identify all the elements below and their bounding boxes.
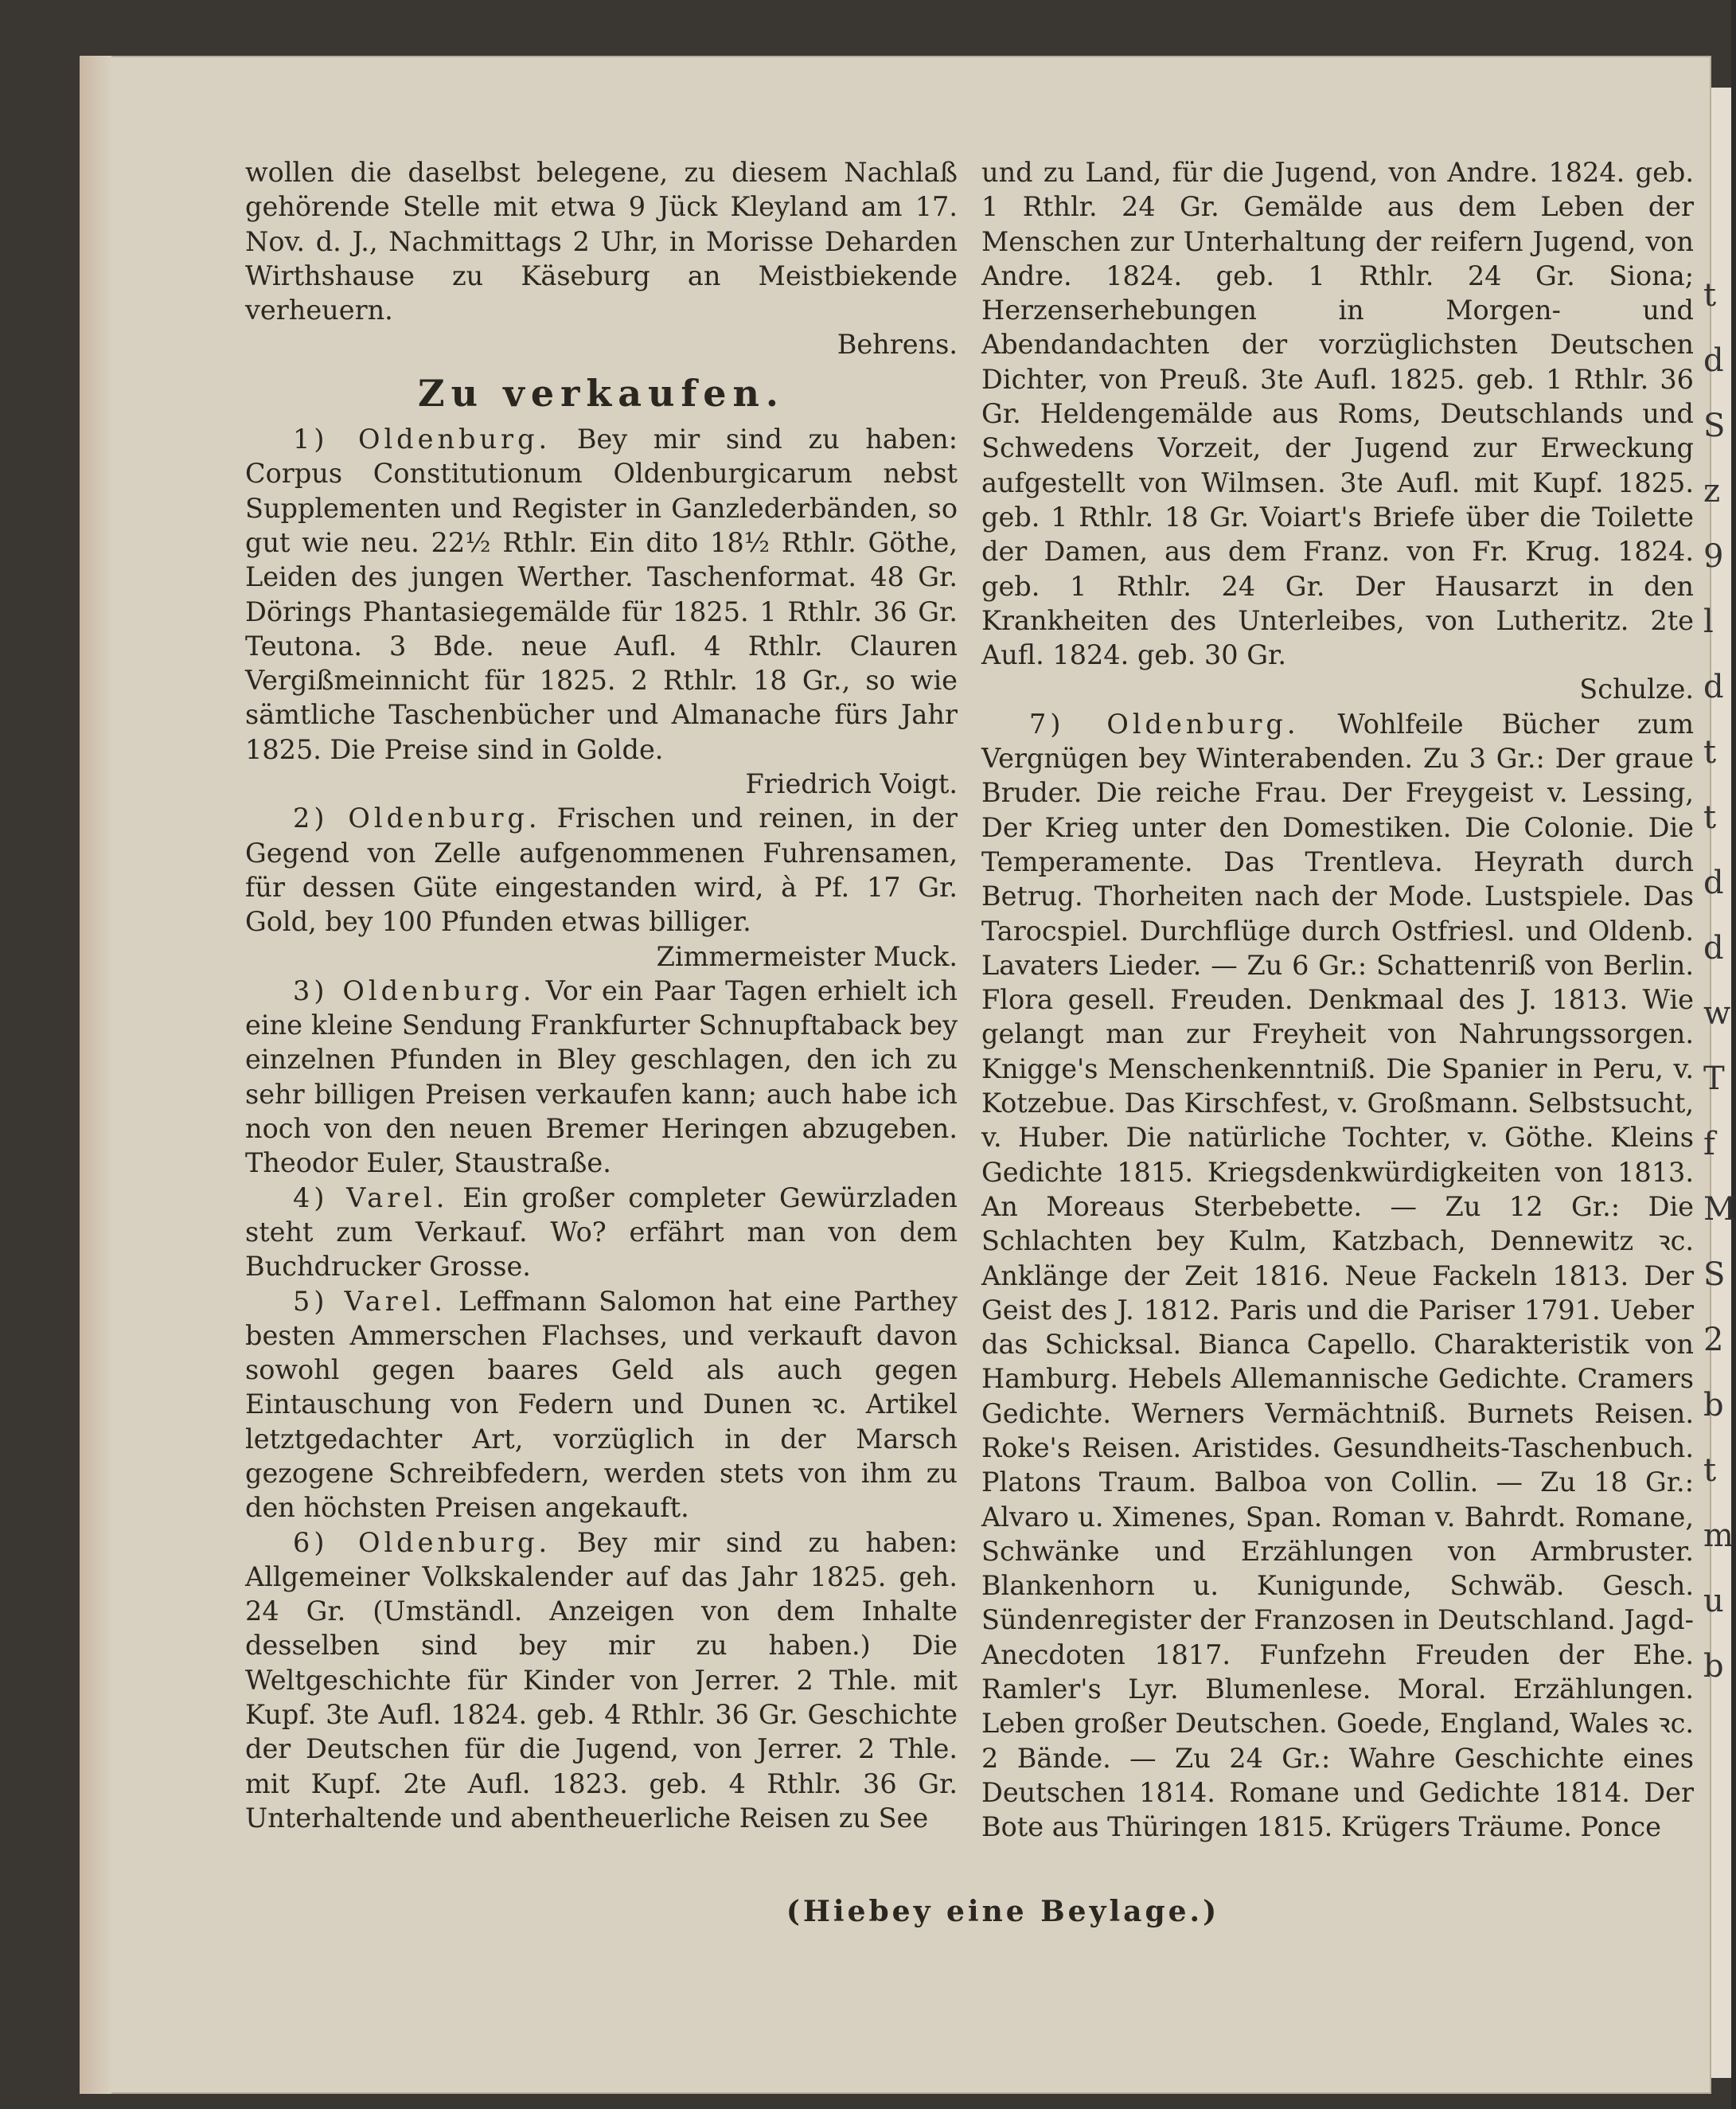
ad-5-text: Leffmann Salomon hat eine Parthey besten Ammerschen Flachses, und verkauft davon sowohl gegen baares Geld als auch gegen Eintauschung von Federn und Dunen ꝛc. Artikel letztgedachter Art, vorzüglich in der Marsch gezogene Schreibfedern, werden stets von ihm zu den höchsten Preisen angekauft. xyxy=(245,1285,958,1524)
adjacent-page-letters xyxy=(1703,263,1736,1699)
adjacent-page-letter: d xyxy=(1703,669,1724,705)
adjacent-page-letter: S xyxy=(1703,1256,1726,1293)
supplement-note: (Hiebey eine Beylage.) xyxy=(786,1895,1220,1928)
ad-6-signature: Schulze. xyxy=(1579,674,1694,705)
adjacent-page-letter: b xyxy=(1703,1648,1724,1685)
ad-5 xyxy=(245,1284,958,1525)
ad-7-text: Wohlfeile Bücher zum Vergnügen bey Winterabenden. Zu 3 Gr.: Der graue Bruder. Die reiche Frau. Der Freygeist v. Lessing, Der Krieg unter den Domestiken. Die Colonie. Die Temperamente. Das Trentleva. Heyrath durch Betrug. Thorheiten nach der Mode. Lustspiele. Das Tarocspiel. Durchflüge durch Ostfriesl. und Oldenb. Lavaters Lieder. — Zu 6 Gr.: Schattenriß von Berlin. Flora gesell. Freuden. Denkmaal des J. 1813. Wie gelangt man zur Freyheit von Nahrungssorgen. Knigge's Menschenkenntniß. Die Spanier in Peru, v. Kotzebue. Das Kirschfest, v. Großmann. Selbstsucht, v. Huber. Die natürliche Tochter, v. Göthe. Kleins Gedichte 1815. Kriegsdenkwürdigkeiten von 1813. An Moreaus Sterbebette. — Zu 12 Gr.: Die Schlachten bey Kulm, Katzbach, Dennewitz ꝛc. Anklänge der Zeit 1816. Neue Fackeln 1813. Der Geist des J. 1812. Paris und die Pariser 1791. Ueber das Schicksal. Bianca Capello. Charakteristik von Hamburg. Hebels Allemannische Gedichte. Cramers Gedichte. Werners Vermächtniß. Burnets Reisen. Roke's Reisen. Aristides. Gesundheits-Taschenbuch. Platons Traum. Balboa von Collin. — Zu 18 Gr.: Alvaro u. Ximenes, Span. Roman v. Bahrdt. Romane, Schwänke und Erzählungen von Armbruster. Blankenhorn u. Kunigunde, Schwäb. Gesch. Sündenregister der Franzosen in Deutschland. Jagd-Anecdoten 1817. Funfzehn Freuden der Ehe. Ramler's Lyr. Blumenlese. Moral. Erzählungen. Leben großer Deutschen. Goede, England, Wales ꝛc. 2 Bände. — Zu 24 Gr.: Wahre Geschichte eines Deutschen 1814. Romane und Gedichte 1814. Der Bote aus Thüringen 1815. Krügers Träume. Ponce xyxy=(981,708,1694,1843)
ad-6-text: Bey mir sind zu haben: Allgemeiner Volkskalender auf das Jahr 1825. geh. 24 Gr. (Umständl. Anzeigen von dem Inhalte desselben sind bey mir zu haben.) Die Weltgeschichte für Kinder von Jerrer. 2 Thle. mit Kupf. 3te Aufl. 1824. geb. 4 Rthlr. 36 Gr. Geschichte der Deutschen für die Jugend, von Jerrer. 2 Thle. mit Kupf. 2te Aufl. 1823. geb. 4 Rthlr. 36 Gr. Unterhaltende und abentheuerliche Reisen zu See xyxy=(245,1526,958,1834)
ad-1-text: Bey mir sind zu haben: Corpus Constitutionum Oldenburgicarum nebst Supplementen und Register in Ganzlederbänden, so gut wie neu. 22½ Rthlr. Ein dito 18½ Rthlr. Göthe, Leiden des jungen Werther. Taschenformat. 48 Gr. Dörings Phantasiegemälde für 1825. 1 Rthlr. 36 Gr. Teutona. 3 Bde. neue Aufl. 4 Rthlr. Clauren Vergißmeinnicht für 1825. 2 Rthlr. 18 Gr., so wie sämtliche Taschenbücher und Almanache fürs Jahr 1825. Die Preise sind in Golde. xyxy=(245,424,958,765)
ad-2-signature: Zimmermeister Muck. xyxy=(656,940,958,972)
adjacent-page-letter: 2 xyxy=(1703,1322,1724,1358)
adjacent-page-letter: z xyxy=(1703,473,1721,510)
adjacent-page-letter: l xyxy=(1703,603,1714,640)
ad-4 xyxy=(245,1181,958,1284)
adjacent-page-letter: S xyxy=(1703,408,1726,444)
adjacent-page-letter: w xyxy=(1703,995,1731,1032)
ad-7-place: 7) Oldenburg. xyxy=(1029,708,1300,740)
ad-6 xyxy=(245,1525,958,1836)
ad-2 xyxy=(245,801,958,939)
intro-notice: wollen die daselbst belegene, zu diesem Nachlaß gehörende Stelle mit etwa 9 Jück Kleyland am 17. Nov. d. J., Nachmittags 2 Uhr, in Morisse Deharden Wirthshause zu Käseburg an Meistbiekende verheuern. xyxy=(245,157,958,326)
adjacent-page-letter: t xyxy=(1703,799,1717,836)
ad-4-text: Ein großer completer Gewürzladen steht zum Verkauf. Wo? erfährt man von dem Buchdrucker Grosse. xyxy=(245,1181,958,1283)
adjacent-page-letter: T xyxy=(1703,1060,1725,1097)
adjacent-page-letter: d xyxy=(1703,930,1724,967)
ad-7 xyxy=(981,707,1694,1845)
left-column xyxy=(245,155,958,1835)
ad-3 xyxy=(245,974,958,1181)
right-column xyxy=(981,155,1694,1845)
ad-3-place: 3) Oldenburg. xyxy=(293,974,536,1006)
ad-3-signature: Theodor Euler, Staustraße. xyxy=(245,1147,611,1179)
adjacent-page-letter: t xyxy=(1703,1452,1717,1489)
ad-1 xyxy=(245,422,958,767)
ad-2-text: Frischen und reinen, in der Gegend von Zelle aufgenommenen Fuhrensamen, für dessen Güte eingestanden wird, à Pf. 17 Gr. Gold, bey 100 Pfunden etwas billiger. xyxy=(245,803,958,938)
ad-2-place: 2) Oldenburg. xyxy=(293,803,541,834)
adjacent-page-letter: d xyxy=(1703,342,1724,379)
page-edge-shadow xyxy=(80,56,111,2094)
section-heading: Zu verkaufen. xyxy=(418,371,785,415)
ad-4-place: 4) Varel. xyxy=(293,1181,449,1213)
ad-3-text: Vor ein Paar Tagen erhielt ich eine kleine Sendung Frankfurter Schnupftaback bey einzelnen Pfunden in Bley geschlagen, den ich zu sehr billigen Preisen verkaufen kann; auch habe ich noch von den neuen Bremer Heringen abzugeben. xyxy=(245,974,958,1145)
intro-signature: Behrens. xyxy=(837,329,958,361)
ad-6-place: 6) Oldenburg. xyxy=(293,1526,552,1558)
adjacent-page-letter: t xyxy=(1703,277,1717,314)
ad-1-place: 1) Oldenburg. xyxy=(293,424,552,455)
ad-5-place: 5) Varel. xyxy=(293,1285,447,1317)
ad-6-continued: und zu Land, für die Jugend, von Andre. 1824. geb. 1 Rthlr. 24 Gr. Gemälde aus dem Leben der Menschen zur Unterhaltung der reifern Jugend, von Andre. 1824. geb. 1 Rthlr. 24 Gr. Siona; Herzenserhebungen in Morgen- und Abendandachten der vorzüglichsten Deutschen Dichter, von Preuß. 3te Aufl. 1825. geb. 1 Rthlr. 36 Gr. Heldengemälde aus Roms, Deutschlands und Schwedens Vorzeit, der Jugend zur Erweckung aufgestellt von Wilmsen. 3te Aufl. mit Kupf. 1825. geb. 1 Rthlr. 18 Gr. Voiart's Briefe über die Toilette der Damen, aus dem Franz. von Fr. Krug. 1824. geb. 1 Rthlr. 24 Gr. Der Hausarzt in den Krankheiten des Unterleibes, von Lutheritz. 2te Aufl. 1824. geb. 30 Gr. xyxy=(981,157,1694,671)
adjacent-page-letter: u xyxy=(1703,1583,1724,1619)
adjacent-page-letter: m xyxy=(1703,1517,1734,1554)
adjacent-page-letter: d xyxy=(1703,865,1724,901)
adjacent-page-letter: 9 xyxy=(1703,538,1724,575)
adjacent-page-letter: t xyxy=(1703,734,1717,771)
adjacent-page-letter: b xyxy=(1703,1387,1724,1424)
adjacent-page-letter: f xyxy=(1703,1126,1715,1162)
ad-1-signature: Friedrich Voigt. xyxy=(745,768,958,800)
adjacent-page-letter: M xyxy=(1703,1191,1736,1228)
